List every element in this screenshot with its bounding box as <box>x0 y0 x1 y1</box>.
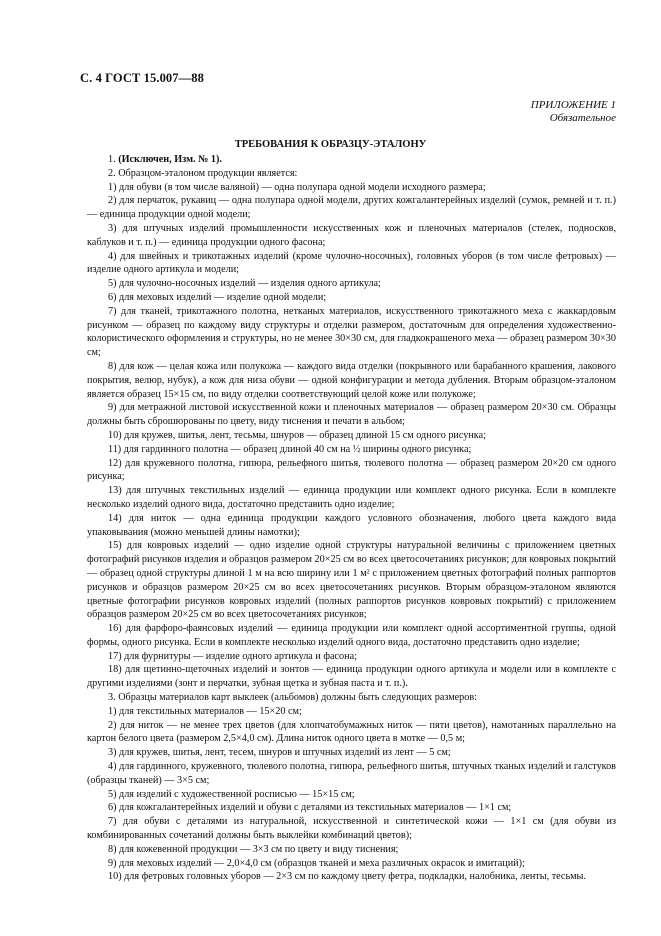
paragraph: 9) для метражной листовой искусственной кожи и пленочных материалов — образец размером 20×30 см. Образцы должны быть сброшюрованы по цвету, виду тиснения и печати в альбом; <box>87 402 616 428</box>
paragraph: 3) для штучных изделий промышленности искусственных кож и пленочных материалов (стелек, подносков, каблуков и т. п.) — единица продукции одного фасона; <box>87 222 616 248</box>
paragraph: 16) для фарфоро-фаянсовых изделий — единица продукции или комплект одной ассортиментной группы, одной формы, одного рисунка. Если в комплекте несколько изделий одного вида, достаточно представить одно изделие; <box>87 623 616 648</box>
paragraph: 7) для обуви с деталями из натуральной, искусственной и синтетической кожи — 1×1 см (для обуви из комбинированных сочетаний должны быть выклейки комбинаций цветов); <box>87 816 616 842</box>
appendix-label-block <box>531 99 616 125</box>
paragraph: 8) для кож — целая кожа или полукожа — каждого вида отделки (покрывного или барабанного крашения, лакового покрытия, велюр, нубук), а кож для низа обуви — одной конфигурации и метода дубления. Вторым образцом-эталоном является образец 15×15 см, по виду отделки соответствующий целой коже или полукоже; <box>87 360 616 400</box>
paragraph: 15) для ковровых изделий — одно изделие одной структуры натуральной величины с приложением цветных фотографий рисунков изделия и образцов размером 20×25 см во всех цветосочетаниях рисунков; для ковровых покрытий — образец одной структуры длиной 1 м на всю ширину или 1 м² с приложением цветных фотографий полных раппортов рисунков и образцов размером 20×25 см во всех цветосочетаниях рисунков. Вторым образцом-эталоном являются цветные фотографии рисунков ковровых изделий (полных раппортов рисунков ковровых покрытий) с приложением образцов размером 20×25 см во всех цветосочетаниях рисунков; <box>87 540 616 621</box>
paragraph: 5) для чулочно-носочных изделий — изделия одного артикула; <box>108 278 381 290</box>
page-header: С. 4 ГОСТ 15.007—88 <box>80 71 204 85</box>
paragraph: 1. (Исключен, Изм. № 1). <box>108 154 222 165</box>
paragraph: 13) для штучных текстильных изделий — единица продукции или комплект одного рисунка. Если в комплекте несколько изделий одного вида, достаточно представить одно изделие; <box>87 485 616 510</box>
paragraph: 6) для меховых изделий — изделие одной модели; <box>108 291 327 303</box>
paragraph: 10) для кружев, шитья, лент, тесьмы, шнуров — образец длиной 15 см одного рисунка; <box>108 429 486 441</box>
paragraph: 8) для кожевенной продукции — 3×3 см по цвету и виду тиснения; <box>108 843 399 855</box>
paragraph: 11) для гардинного полотна — образец длиной 40 см на ½ ширины одного рисунка; <box>108 443 472 455</box>
paragraph: 14) для ниток — одна единица продукции каждого условного обозначения, любого цвета каждого вида упаковывания (можно меньшей длины намотки); <box>87 512 616 538</box>
paragraph: 4) для швейных и трикотажных изделий (кроме чулочно-носочных), головных уборов (в том числе фетровых) — изделие одного артикула и модели; <box>87 250 616 276</box>
appendix-status: Обязательное <box>549 112 616 124</box>
paragraph: 10) для фетровых головных уборов — 2×3 см по каждому цвету фетра, подкладки, налобника, ленты, тесьмы. <box>108 871 586 883</box>
paragraph: 2) для перчаток, рукавиц — одна полупара одной модели, других кожгалантерейных изделий (сумок, ремней и т. п.) — единица продукции одной модели; <box>87 195 616 221</box>
paragraph: 1) для обуви (в том числе валяной) — одна полупара одной модели исходного размера; <box>108 181 486 193</box>
paragraph: 18) для щетинно-щеточных изделий и зонтов — единица продукции одного артикула и модели или в комплекте с другими изделиями (зонт и перчатки, зубная щетка и зубная паста и т. п.). <box>87 664 616 690</box>
paragraph: 5) для изделий с художественной росписью — 15×15 см; <box>108 788 355 800</box>
paragraph: 1) для текстильных материалов — 15×20 см; <box>108 705 302 717</box>
section-title: ТРЕБОВАНИЯ К ОБРАЗЦУ-ЭТАЛОНУ <box>234 139 427 150</box>
paragraph: 2. Образцом-эталоном продукции является: <box>108 167 298 179</box>
paragraph: 4) для гардинного, кружевного, тюлевого полотна, гипюра, рельефного шитья, штучных тканых изделий и галстуков (образцы тканей) — 3×5 см; <box>87 761 616 786</box>
paragraph: 3. Образцы материалов карт выклеек (альбомов) должны быть следующих размеров: <box>108 692 478 704</box>
paragraph: 2) для ниток — не менее трех цветов (для хлопчатобумажных ниток — пяти цветов), намотанных параллельно на картон белого цвета (размером 2,5×4,0 см). Длина ниток одного цвета в мотке — 0,5 м; <box>87 719 616 745</box>
document-body <box>87 153 616 884</box>
paragraph: 7) для тканей, трикотажного полотна, нетканых материалов, искусственного трикотажного меха с жаккардовым рисунком — образец по каждому виду структуры и отделки размером, достаточным для определения художественно-колористического оформления и структуры, но не менее 30×30 см, для гладкокрашеного меха — образец размером 30×30 см; <box>87 305 616 359</box>
appendix-label: ПРИЛОЖЕНИЕ 1 <box>530 99 616 111</box>
paragraph: 17) для фурнитуры — изделие одного артикула и фасона; <box>108 650 357 662</box>
excluded-note: (Исключен, Изм. № 1). <box>118 154 222 165</box>
paragraph: 6) для кожгалантерейных изделий и обуви с деталями из текстильных материалов — 1×1 см; <box>108 802 512 814</box>
paragraph: 9) для меховых изделий — 2,0×4,0 см (образцов тканей и меха различных окрасок и имитаций); <box>108 857 525 869</box>
paragraph: 12) для кружевного полотна, гипюра, рельефного шитья, тюлевого полотна — образец размером 20×20 см одного рисунка; <box>87 457 616 483</box>
paragraph: 3) для кружев, шитья, лент, тесем, шнуров и штучных изделий из лент — 5 см; <box>108 747 451 759</box>
